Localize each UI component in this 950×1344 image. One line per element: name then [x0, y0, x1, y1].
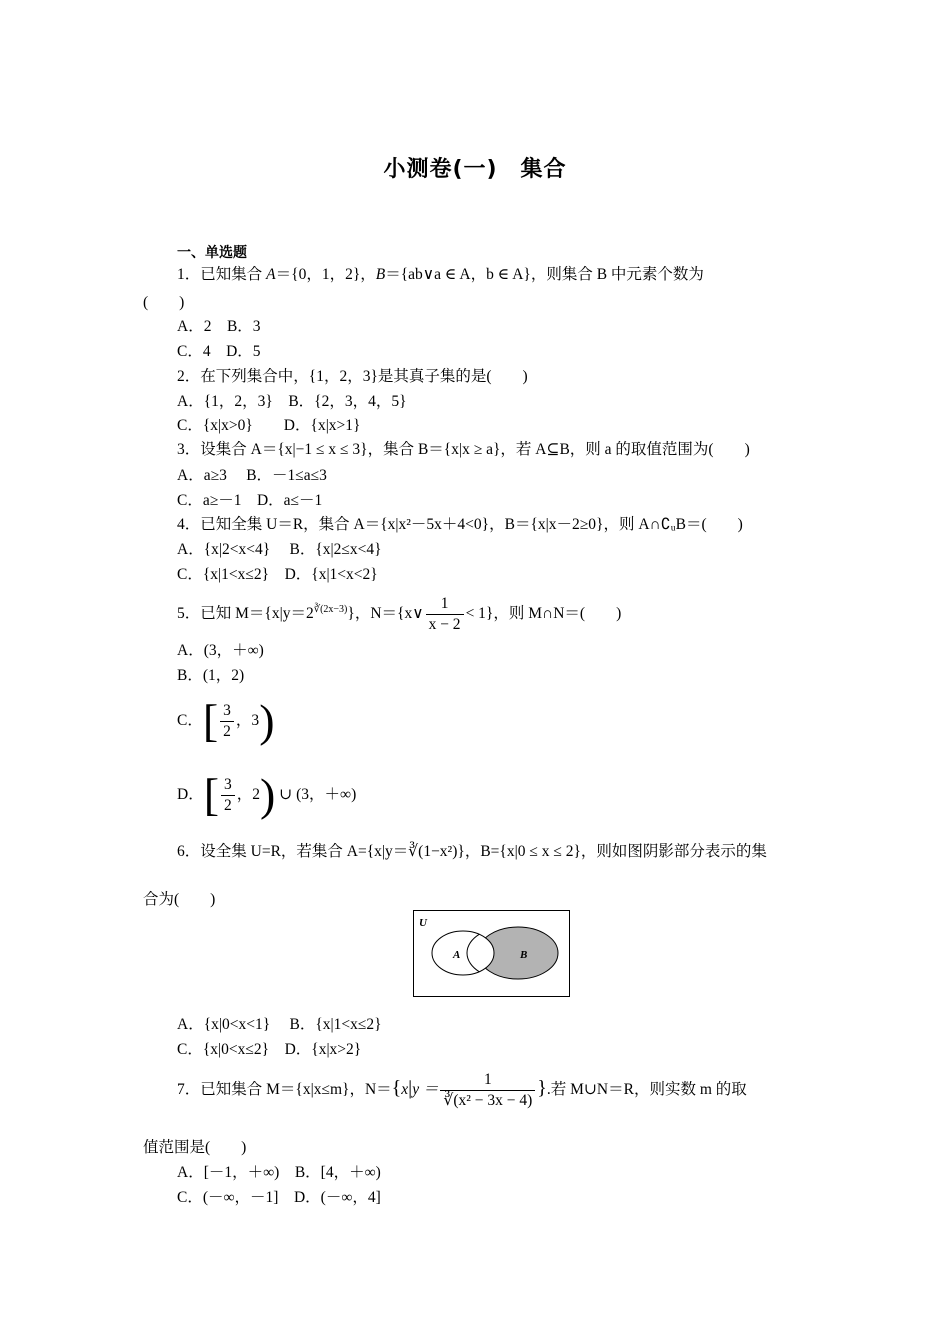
set-definition: ＝{ab∨a ∈ A，b ∈ A}，则集合 B 中元素个数为: [385, 266, 704, 283]
question-text: .若 M∪N＝R，则实数 m 的取: [546, 1081, 747, 1098]
left-brace: {: [391, 1077, 402, 1099]
question-text: 设集合 A＝{x|−1 ≤ x ≤ 3}，集合 B＝{x|x ≥ a}，若 A⊆B，则 a 的取值范围为( ): [200, 441, 750, 458]
venn-label-u: U: [419, 917, 427, 929]
set-builder: {x|y＝∛(1−x²)}: [366, 843, 465, 860]
question-text: 已知 M＝{x|y＝2: [200, 605, 314, 623]
option-row: [177, 769, 357, 821]
venn-label-a: A: [453, 949, 461, 961]
venn-label-b: B: [520, 949, 528, 961]
option-text: ，2: [236, 786, 261, 803]
right-paren: ): [259, 695, 275, 747]
option-row: C．{x|1<x≤2} D．{x|1<x<2}: [177, 566, 378, 583]
question-number: 7．: [177, 1081, 201, 1098]
option-text: ，3: [235, 712, 260, 729]
question-number: 5．: [177, 605, 201, 623]
set-symbol: B: [375, 266, 386, 283]
fraction: $\frac{3}{2}$: [220, 701, 234, 742]
question-number: 2．: [177, 368, 201, 385]
fraction: $\frac{1}{\text{∛(x² − 3x − 4)}}$: [440, 1070, 535, 1111]
question-text: 在下列集合中，{1，2，3}是其真子集的是( ): [200, 368, 528, 385]
question-2: [177, 367, 528, 387]
option-label: D．: [177, 786, 204, 803]
question-6: [177, 842, 767, 862]
question-number: 6．: [177, 843, 201, 860]
option-row: A．[－1，＋∞) B．[4，＋∞): [177, 1164, 381, 1181]
question-text: 已知全集 U＝R，集合 A＝{x|x²－5x＋4<0}，B＝{x|x－2≥0}，则 A∩∁ᵤB＝( ): [200, 516, 743, 533]
option-label: C．: [177, 712, 203, 729]
set-definition: ＝{0，1，2}，: [275, 266, 376, 283]
option-row: A．{x|0<x<1} B．{x|1<x≤2}: [177, 1016, 382, 1033]
option-row: B．(1，2): [177, 667, 245, 684]
set-symbol: A: [266, 266, 276, 283]
option-row: C．4 D．5: [177, 343, 261, 360]
left-bracket: [: [203, 769, 220, 821]
question-text-continued: 合为( ): [143, 891, 216, 908]
fraction: $\frac{3}{2}$: [221, 775, 235, 816]
option-row: A．{1，2，3} B．{2，3，4，5}: [177, 393, 407, 410]
option-row: C．a≥－1 D．a≤－1: [177, 492, 323, 509]
option-row: A．{x|2<x<4} B．{x|2≤x<4}: [177, 541, 382, 558]
option-row: C．{x|0<x≤2} D．{x|x>2}: [177, 1041, 362, 1058]
question-text: 已知集合: [200, 266, 263, 283]
option-row: C．{x|x>0} D．{x|x>1}: [177, 417, 361, 434]
question-7: [177, 1068, 747, 1111]
right-paren: ): [260, 769, 276, 821]
question-4: [177, 515, 743, 535]
section-heading: 一、单选题: [177, 245, 247, 261]
set-builder: {x|0 ≤ x ≤ 2}: [499, 843, 581, 860]
question-number: 1．: [177, 266, 201, 283]
page-title: 小测卷(一) 集合: [383, 157, 567, 182]
set-expression: y ＝: [412, 1081, 439, 1098]
question-number: 3．: [177, 441, 201, 458]
left-bracket: [: [202, 695, 219, 747]
question-number: 4．: [177, 516, 201, 533]
question-text-continued: 值范围是( ): [143, 1139, 247, 1156]
option-row: A．(3，＋∞): [177, 642, 264, 659]
venn-diagram: [413, 910, 570, 997]
question-text: 已知集合 M＝{x|x≤m}，N＝: [200, 1081, 392, 1098]
venn-set-a: [432, 931, 494, 975]
option-text: ∪ (3，＋∞): [279, 786, 357, 803]
set-variable: x: [401, 1081, 409, 1098]
exponent: ∛(2x−3): [313, 604, 348, 615]
option-row: A．a≥3 B．－1≤a≤3: [177, 467, 327, 484]
right-brace: }: [537, 1077, 547, 1099]
question-text: }，N＝{x∨: [347, 605, 424, 623]
question-text: 设全集 U=R，若集合 A=: [200, 843, 367, 860]
fraction: $\frac{1}{x - 2}$: [426, 594, 464, 635]
question-text: ，则如图阴影部分表示的集: [580, 843, 767, 860]
question-5: [177, 590, 621, 635]
divider-bar: |: [408, 1077, 413, 1099]
question-text: ，B=: [464, 843, 500, 860]
question-1: [177, 265, 704, 285]
question-3: [177, 440, 750, 460]
answer-paren: ( ): [143, 294, 185, 311]
option-row: [177, 695, 275, 747]
question-text: < 1}，则 M∩N＝( ): [465, 605, 622, 623]
option-row: C．(－∞，－1] D．(－∞，4]: [177, 1189, 381, 1206]
option-row: A．2 B．3: [177, 318, 261, 335]
